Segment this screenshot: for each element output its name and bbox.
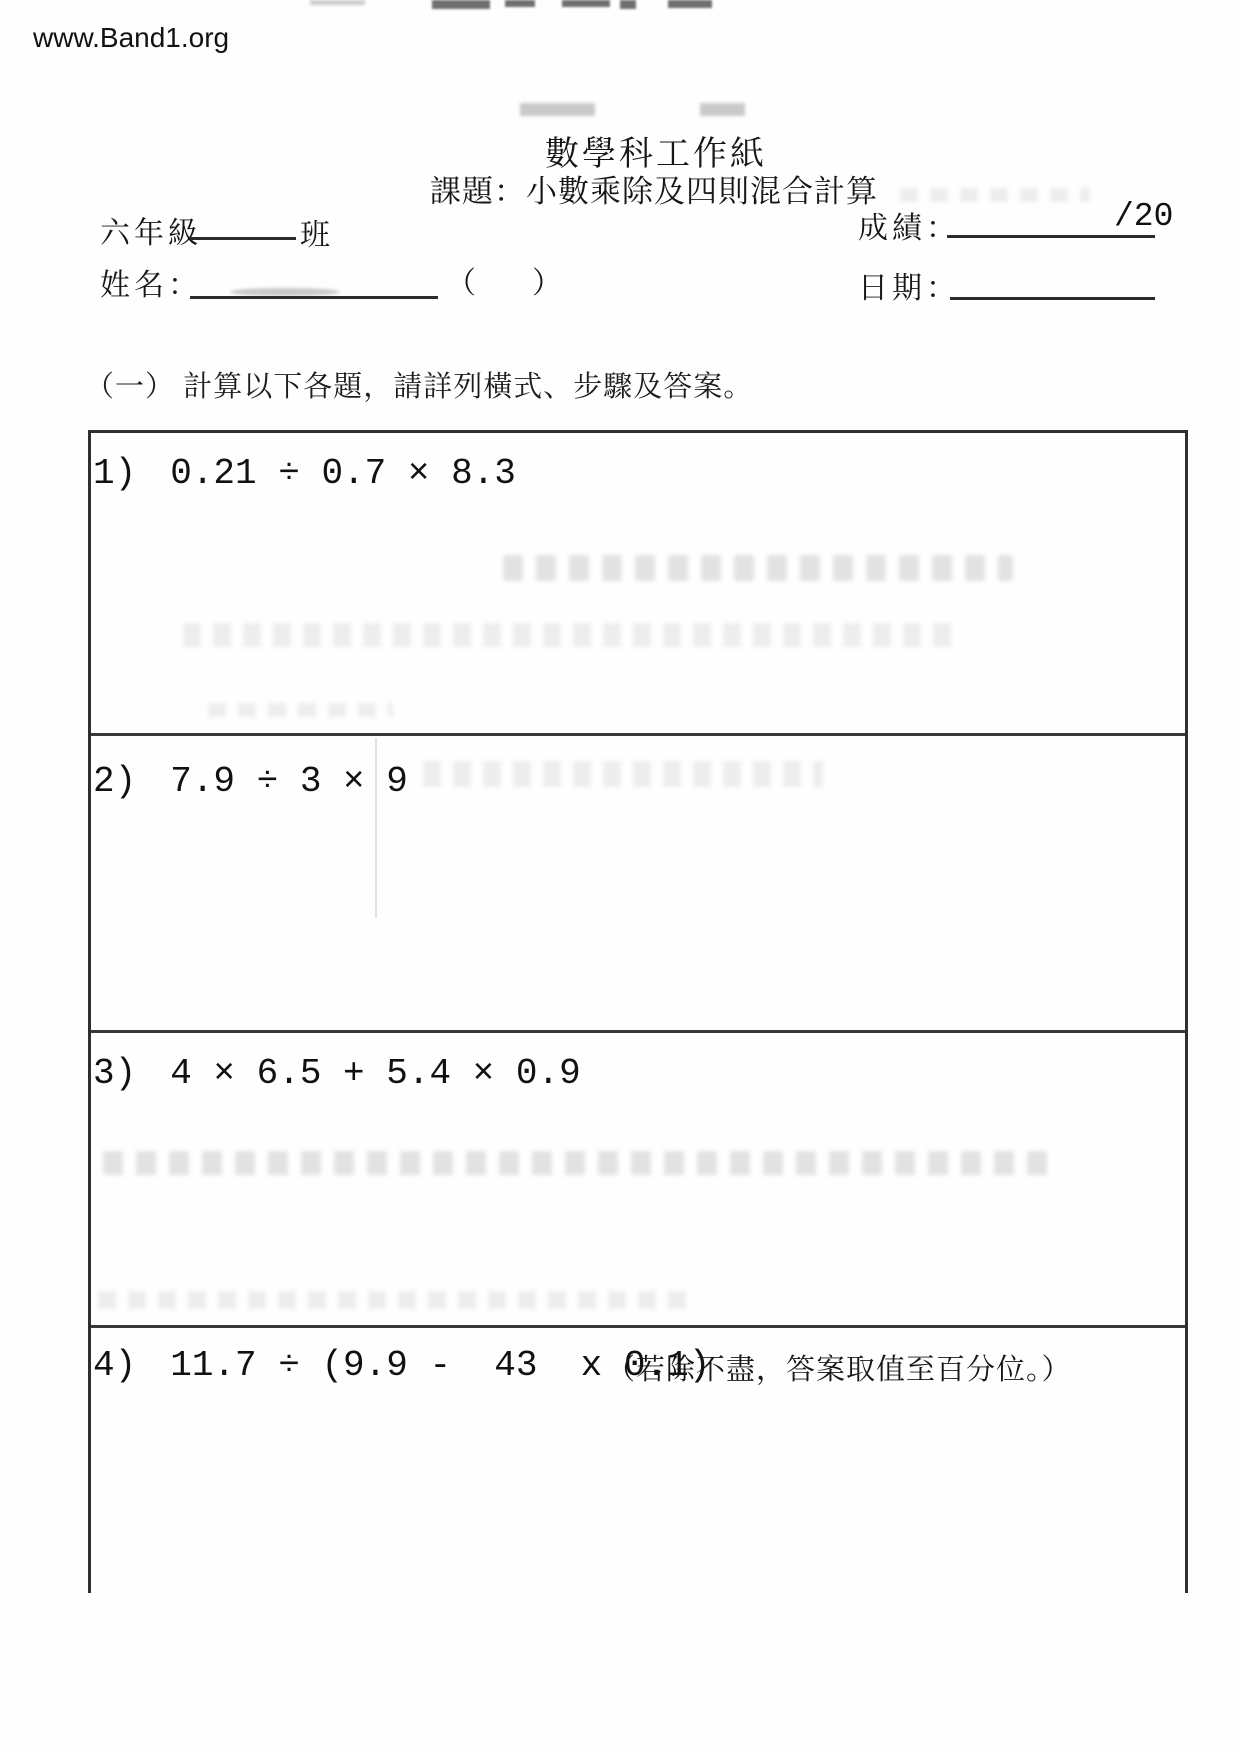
scan-artifact bbox=[423, 761, 823, 787]
problem-expression: 11.7 ÷ (9.9 - 43 x 0.1) bbox=[170, 1345, 711, 1386]
scan-artifact bbox=[432, 0, 490, 9]
problem-number: 4) bbox=[93, 1345, 137, 1386]
problem-expression: 7.9 ÷ 3 × 9 bbox=[170, 761, 408, 802]
class-blank-line bbox=[190, 236, 296, 240]
problem-number: 2) bbox=[93, 761, 137, 802]
row-divider bbox=[91, 733, 1185, 736]
name-label: 姓名： bbox=[100, 269, 202, 302]
page-subtitle: 課題：小數乘除及四則混合計算 bbox=[430, 174, 878, 209]
scan-artifact bbox=[562, 0, 610, 7]
page-title: 數學科工作紙 bbox=[545, 136, 767, 173]
grade-label: 六年級 bbox=[100, 217, 202, 250]
scan-artifact bbox=[700, 103, 745, 116]
row-divider bbox=[91, 1325, 1185, 1328]
scan-artifact bbox=[505, 0, 535, 7]
date-blank-line bbox=[950, 296, 1155, 300]
scan-artifact bbox=[98, 1291, 698, 1309]
scan-artifact bbox=[520, 103, 595, 116]
scan-artifact bbox=[900, 188, 1090, 202]
problem-row bbox=[91, 453, 516, 494]
problem-expression: 4 × 6.5 + 5.4 × 0.9 bbox=[170, 1053, 581, 1094]
score-label: 成績： bbox=[858, 212, 960, 245]
problem-row bbox=[91, 1053, 581, 1094]
score-denominator: /20 bbox=[1114, 198, 1174, 235]
date-label: 日期： bbox=[858, 272, 960, 305]
scan-artifact bbox=[503, 555, 1013, 581]
problem-number: 3) bbox=[93, 1053, 137, 1094]
scan-artifact bbox=[310, 0, 365, 5]
problem-note: （若除不盡，答案取值至百分位。） bbox=[606, 1354, 1072, 1386]
worksheet-table bbox=[88, 430, 1188, 1593]
scan-artifact bbox=[668, 0, 712, 8]
class-label: 班 bbox=[300, 219, 334, 252]
scan-artifact bbox=[208, 703, 393, 717]
problem-number: 1) bbox=[93, 453, 137, 494]
watermark-url: www.Band1.org bbox=[33, 22, 230, 53]
row-divider bbox=[91, 1030, 1185, 1033]
name-paren-open: （ bbox=[446, 267, 480, 300]
scan-artifact bbox=[183, 623, 963, 647]
name-paren-close: ） bbox=[532, 267, 566, 300]
name-blank-line bbox=[190, 295, 438, 299]
problem-row bbox=[91, 761, 408, 802]
scan-artifact bbox=[620, 0, 636, 9]
section-heading: （一） 計算以下各題，請詳列橫式、步驟及答案。 bbox=[85, 371, 754, 403]
problem-expression: 0.21 ÷ 0.7 × 8.3 bbox=[170, 453, 516, 494]
scan-artifact bbox=[103, 1151, 1053, 1175]
